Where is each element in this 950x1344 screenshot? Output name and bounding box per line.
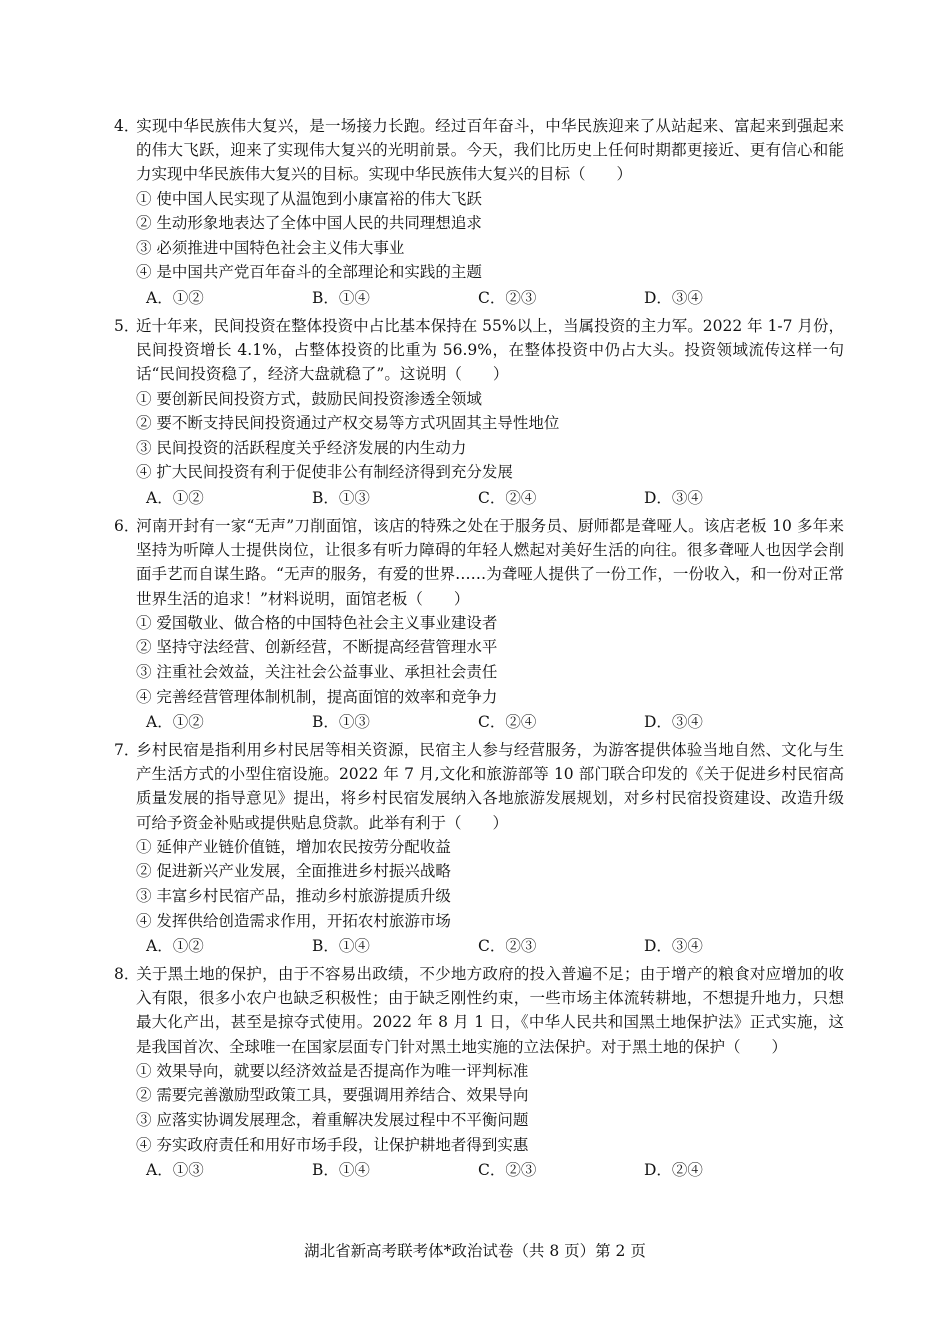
statement-list — [114, 1059, 844, 1157]
question-text: 关于黑土地的保护，由于不容易出政绩，不少地方政府的投入普遍不足；由于增产的粮食对应增加的收入有限，很多小农户也缺乏积极性；由于缺乏刚性约束，一些市场主体流转耕地，不想提升地力，只想最大化产出，甚至是掠夺式使用。2022 年 8 月 1 日，《中华人民共和国黑土地保护法》正式实施，这是我国首次、全球唯一在国家层面专门针对黑土地实施的立法保护。对于黑土地的保护（ ） — [136, 965, 844, 1056]
question-4 — [114, 114, 844, 311]
statement-item: ① 爱国敬业、做合格的中国特色社会主义事业建设者 — [136, 613, 498, 632]
question-8 — [114, 962, 844, 1183]
answer-options — [114, 485, 844, 511]
option-b: B．①④ — [312, 937, 370, 956]
statement-item: ① 要创新民间投资方式，鼓励民间投资渗透全领域 — [136, 389, 482, 408]
question-stem — [114, 314, 844, 387]
option-d: D．③④ — [644, 713, 703, 732]
option-c: C．②④ — [478, 713, 537, 732]
question-6 — [114, 514, 844, 735]
statement-item: ② 要不断支持民间投资通过产权交易等方式巩固其主导性地位 — [136, 414, 560, 433]
question-text: 实现中华民族伟大复兴，是一场接力长跑。经过百年奋斗，中华民族迎来了从站起来、富起来到强起来的伟大飞跃，迎来了实现伟大复兴的光明前景。今天，我们比历史上任何时期都更接近、更有信心和能力实现中华民族伟大复兴的目标。实现中华民族伟大复兴的目标（ ） — [136, 117, 844, 184]
question-stem — [114, 962, 844, 1059]
option-b: B．①④ — [312, 1161, 370, 1180]
question-7 — [114, 738, 844, 959]
answer-options — [114, 1157, 844, 1183]
question-stem — [114, 114, 844, 187]
statement-item: ④ 夯实政府责任和用好市场手段，让保护耕地者得到实惠 — [136, 1135, 529, 1154]
statement-item: ② 需要完善激励型政策工具，要强调用养结合、效果导向 — [136, 1086, 529, 1105]
question-text: 乡村民宿是指利用乡村民居等相关资源，民宿主人参与经营服务，为游客提供体验当地自然、文化与生产生活方式的小型住宿设施。2022 年 7 月,文化和旅游部等 10 部门联合印发的《关于促进乡村民宿高质量发展的指导意见》提出，将乡村民宿发展纳入各地旅游发展规划，对乡村民宿投资建设、改造升级可给予资金补贴或提供贴息贷款。此举有利于（ ） — [136, 741, 844, 832]
option-c: C．②③ — [478, 1161, 537, 1180]
statement-item: ③ 应落实协调发展理念，着重解决发展过程中不平衡问题 — [136, 1111, 529, 1129]
statement-item: ① 使中国人民实现了从温饱到小康富裕的伟大飞跃 — [136, 189, 482, 208]
question-stem — [114, 514, 844, 611]
statement-list — [114, 611, 844, 709]
option-a: A．①② — [146, 713, 204, 732]
option-b: B．①③ — [312, 488, 370, 507]
option-d: D．③④ — [644, 488, 703, 507]
statement-item: ④ 扩大民间投资有利于促使非公有制经济得到充分发展 — [136, 463, 513, 482]
option-a: A．①② — [146, 937, 204, 956]
statement-item: ③ 注重社会效益，关注社会公益事业、承担社会责任 — [136, 663, 498, 681]
statement-item: ② 坚持守法经营、创新经营，不断提高经营管理水平 — [136, 638, 498, 657]
statement-item: ③ 民间投资的活跃程度关乎经济发展的内生动力 — [136, 438, 467, 457]
statement-item: ③ 丰富乡村民宿产品，推动乡村旅游提质升级 — [136, 887, 451, 905]
option-b: B．①④ — [312, 288, 370, 307]
answer-options — [114, 285, 844, 311]
option-c: C．②③ — [478, 937, 537, 956]
question-text: 河南开封有一家“无声”刀削面馆，该店的特殊之处在于服务员、厨师都是聋哑人。该店老板 10 多年来坚持为听障人士提供岗位，让很多有听力障碍的年轻人燃起对美好生活的向往。很多聋哑人也因学会削面手艺而自谋生路。“无声的服务，有爱的世界……为聋哑人提供了一份工作，一份收入，和一份对正常世界生活的追求！”材料说明，面馆老板（ ） — [136, 517, 844, 608]
statement-list — [114, 187, 844, 285]
answer-options — [114, 709, 844, 735]
option-d: D．③④ — [644, 937, 703, 956]
statement-item: ① 延伸产业链价值链，增加农民按劳分配收益 — [136, 837, 451, 856]
option-d: D．②④ — [644, 1161, 703, 1180]
statement-item: ④ 完善经营管理体制机制，提高面馆的效率和竞争力 — [136, 687, 498, 706]
statement-item: ② 促进新兴产业发展，全面推进乡村振兴战略 — [136, 862, 451, 881]
question-number: 7． — [114, 741, 140, 759]
statement-item: ② 生动形象地表达了全体中国人民的共同理想追求 — [136, 214, 482, 233]
statement-item: ③ 必须推进中国特色社会主义伟大事业 — [136, 238, 405, 257]
question-number: 4． — [114, 117, 140, 135]
option-c: C．②④ — [478, 488, 537, 507]
statement-list — [114, 835, 844, 933]
question-number: 8． — [114, 965, 140, 983]
statement-item: ① 效果导向，就要以经济效益是否提高作为唯一评判标准 — [136, 1061, 529, 1080]
option-b: B．①③ — [312, 713, 370, 732]
page-footer: 湖北省新高考联考体*政治试卷（共 8 页）第 2 页 — [304, 1242, 646, 1260]
question-5 — [114, 314, 844, 511]
option-d: D．③④ — [644, 288, 703, 307]
statement-item: ④ 发挥供给创造需求作用，开拓农村旅游市场 — [136, 911, 451, 930]
option-a: A．①② — [146, 488, 204, 507]
question-stem — [114, 738, 844, 835]
question-text: 近十年来，民间投资在整体投资中占比基本保持在 55%以上，当属投资的主力军。2022 年 1-7 月份，民间投资增长 4.1%，占整体投资的比重为 56.9%，在整体投资中仍占大头。投资领域流传这样一句话“民间投资稳了，经济大盘就稳了”。这说明（ ） — [136, 317, 844, 384]
option-c: C．②③ — [478, 288, 537, 307]
option-a: A．①③ — [146, 1161, 204, 1180]
question-number: 6． — [114, 517, 140, 535]
answer-options — [114, 933, 844, 959]
question-number: 5． — [114, 317, 140, 335]
statement-list — [114, 387, 844, 485]
option-a: A．①② — [146, 288, 204, 307]
statement-item: ④ 是中国共产党百年奋斗的全部理论和实践的主题 — [136, 263, 482, 282]
